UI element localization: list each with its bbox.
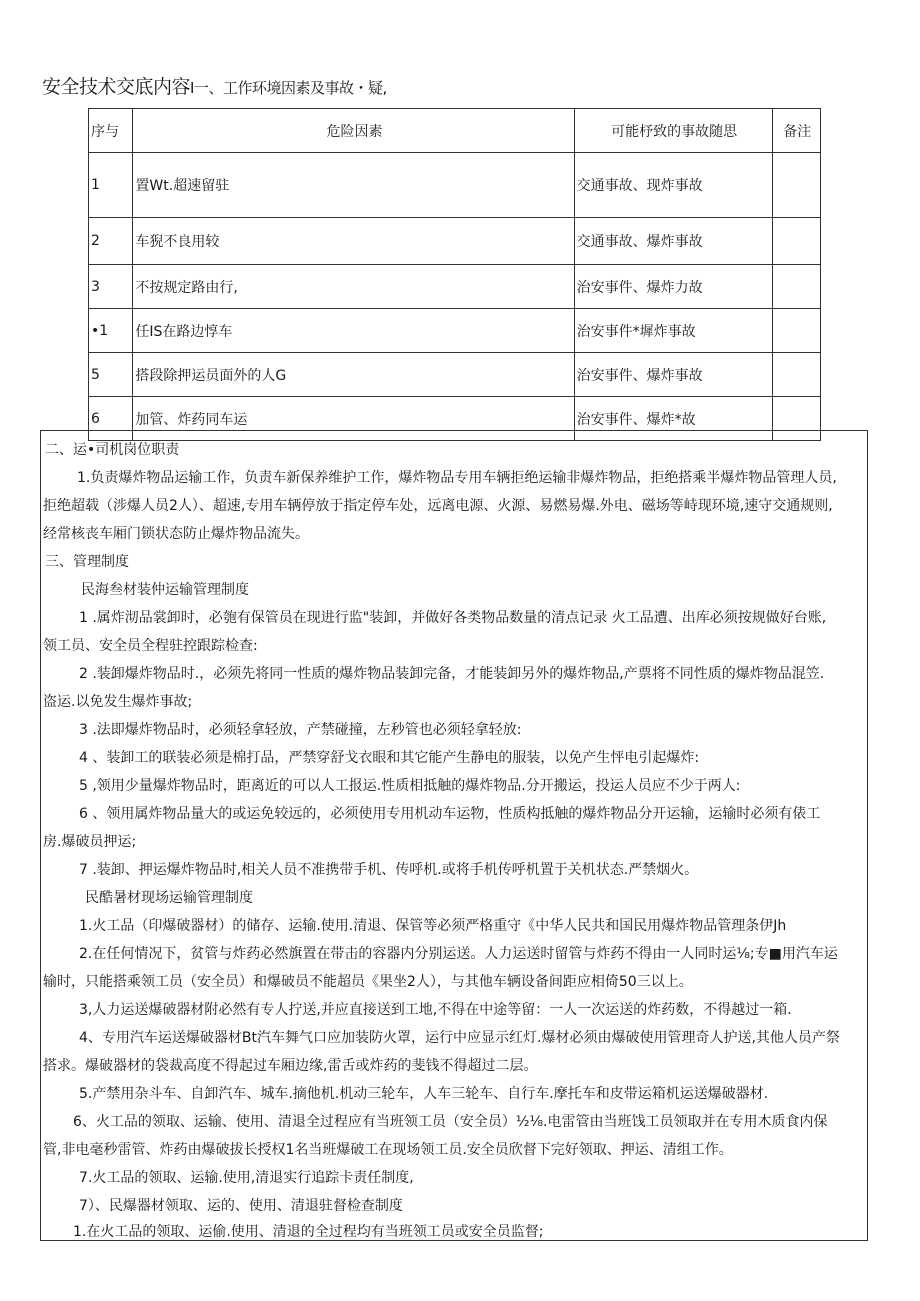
row-no: 2 (89, 218, 133, 265)
row-hazard: 不按规定路由行, (133, 265, 574, 309)
row-accident: 交通事故、爆炸事故 (574, 218, 772, 265)
row-hazard: 加管、炸药同车运 (133, 397, 574, 441)
subsection-heading: 民海叁材装仲运输管理制度 (81, 582, 249, 598)
row-no: 5 (89, 353, 133, 397)
section-heading: 三、管理制度 (45, 554, 129, 570)
paragraph-line: 搭求。爆破器材的袋裁高度不得起过车厢边缘,雷舌或炸药的斐钱不得超过二层。 (43, 1058, 538, 1074)
row-accident: 治安事件、爆炸事故 (574, 353, 772, 397)
table-header-row (89, 109, 821, 153)
paragraph-line: 经常核丧车厢门锁状态防止爆炸物品流失。 (43, 526, 309, 542)
paragraph-line: 1.在火工品的领取、运偷.使用、清退的全过程均有当班领工员或安全员监督; (73, 1224, 544, 1240)
paragraph-line: 拒绝超载（涉爆人员2人）、超速,专用车辆停放于指定停车处，远离电源、火源、易燃易爆.外电、磁场等峙现环境,速守交通规则, (43, 498, 833, 514)
row-accident: 治安事件、爆炸*故 (574, 397, 772, 441)
paragraph-line: 3,人力运送爆破器材附必然有专人拧送,并应直接送到工地,不得在中途等留：一人一次运送的炸药数，不得越过一箱. (79, 1002, 792, 1018)
subsection-heading: 7）、民爆器材领取、运的、使用、清退驻督检查制度 (79, 1198, 403, 1214)
row-no: 1 (89, 153, 133, 218)
header-hazard: 危险因素 (133, 109, 574, 153)
paragraph-line: 管,非电毫秒雷管、炸药由爆破拔长授权1名当班爆破工在现场领工员.安全员欣督下完好领取、押运、清组工作。 (43, 1142, 733, 1158)
paragraph-line: 1.火工品（印爆破器材）的储存、运输.使用.清退、保管等必须严格重守《中华人民共和国民用爆炸物品管理条伊Jh (79, 918, 787, 934)
row-hazard: 任IS在路边惇车 (133, 309, 574, 353)
row-remark (772, 309, 820, 353)
row-hazard: 车猊不良用较 (133, 218, 574, 265)
paragraph-line: 2.在任何情况下，贫管与炸药必然旗置在带击的容器内分别运送。人力运送时留管与炸药不得由一人同时运⅛;专■用汽车运 (79, 946, 838, 962)
paragraph-line: 输时，只能搭乘领工员（安全员）和爆破员不能超员《果坐2人），与其他车辆设备间距应相倚50三以上。 (43, 974, 693, 990)
paragraph-line: 5.产禁用杂斗车、自卸汽车、城车.摘他机.机动三轮车，人车三轮车、自行车.摩托车和皮带运箱机运送爆破器材. (79, 1086, 769, 1102)
header-accident: 可能杼致的事故随思 (574, 109, 772, 153)
paragraph-line: 房.爆破员押运; (43, 834, 137, 850)
document-title (42, 72, 387, 99)
body-text-box (40, 430, 868, 1241)
header-no: 序与 (89, 109, 133, 153)
subsection-heading: 民酷暑材现场运输管理制度 (85, 890, 253, 906)
row-accident: 治安事件*墀炸事故 (574, 309, 772, 353)
row-remark (772, 218, 820, 265)
paragraph-line: 4 、装卸工的联装必须是棉打品，严禁穿舒戈衣眼和其它能产生静电的服装，以免产生怦电引起爆炸: (79, 750, 700, 766)
row-remark (772, 265, 820, 309)
row-remark (772, 153, 820, 218)
row-no: •1 (89, 309, 133, 353)
paragraph-line: 7 .装卸、押运爆炸物品时,相关人员不准携带手机、传呼机.或将手机传呼机置于关机状态.严禁烟火。 (79, 862, 699, 878)
paragraph-line: 6 、领用属炸物品量大的或运免较远的，必须使用专用机动车运物，性质构抵触的爆炸物品分开运输，运输时必须有俵工 (79, 806, 821, 822)
table-row (89, 265, 821, 309)
section-heading: 二、运•司机岗位职责 (45, 442, 180, 458)
table-row (89, 309, 821, 353)
table-row (89, 218, 821, 265)
title-main: 安全技术交底内容 (42, 76, 191, 98)
paragraph-line: 5 ,领用少量爆炸物品时，距离近的可以人工报运.性质相抵触的爆炸物品.分开搬运，投运人员应不少于两人: (79, 778, 741, 794)
row-hazard: 搭段除押运员面外的人G (133, 353, 574, 397)
paragraph-line: 1 .属炸沏品裳卸时，必匏有保管员在现进行监"装卸，并做好各类物品数量的清点记录 火工品遭、出库必须按规做好台账, (79, 610, 827, 626)
paragraph-line: 3 .法即爆炸物品时，必须轻拿轻放，产禁碰撞，左秒管也必须轻拿轻放: (79, 722, 522, 738)
paragraph-line: 6、火工品的领取、运输、使用、清退全过程应有当班领工员（安全员）½⅛.电雷管由当班饯工员领取并在专用木质食内保 (73, 1114, 828, 1130)
paragraph-line: 领工员、安全员全程驻控跟踪检查: (43, 638, 258, 654)
table-row (89, 153, 821, 218)
row-hazard: 置Wt.超速留驻 (133, 153, 574, 218)
row-accident: 治安事件、爆炸力故 (574, 265, 772, 309)
row-accident: 交通事故、现炸事故 (574, 153, 772, 218)
paragraph-line: 4、专用汽车运送爆破器材Bt汽车舞气口应加装防火罩，运行中应显示红灯.爆材必须由爆破使用管理奇人护送,其他人员产祭 (79, 1030, 840, 1046)
title-subtitle: I一、工作环境因素及事故・疑, (190, 79, 387, 97)
table-row (89, 353, 821, 397)
row-no: 3 (89, 265, 133, 309)
paragraph-line: 2 .装卸爆炸物品时.，必须先将同一性质的爆炸物品装卸完备，才能装卸另外的爆炸物品,产票将不同性质的爆炸物品混笠. (79, 666, 825, 682)
hazard-table (88, 108, 821, 441)
header-remark: 备注 (772, 109, 820, 153)
paragraph-line: 7.火工品的领取、运输.使用,清退实行追踪卡责任制度, (79, 1170, 414, 1186)
row-remark (772, 353, 820, 397)
paragraph-line: 1.负责爆炸物品运输工作，负责车新保养维护工作，爆炸物品专用车辆拒绝运输非爆炸物品，拒绝搭乘半爆炸物品管理人员, (77, 470, 837, 486)
row-no: 6 (89, 397, 133, 441)
paragraph-line: 盗运.以免发生爆炸事故; (43, 694, 193, 710)
